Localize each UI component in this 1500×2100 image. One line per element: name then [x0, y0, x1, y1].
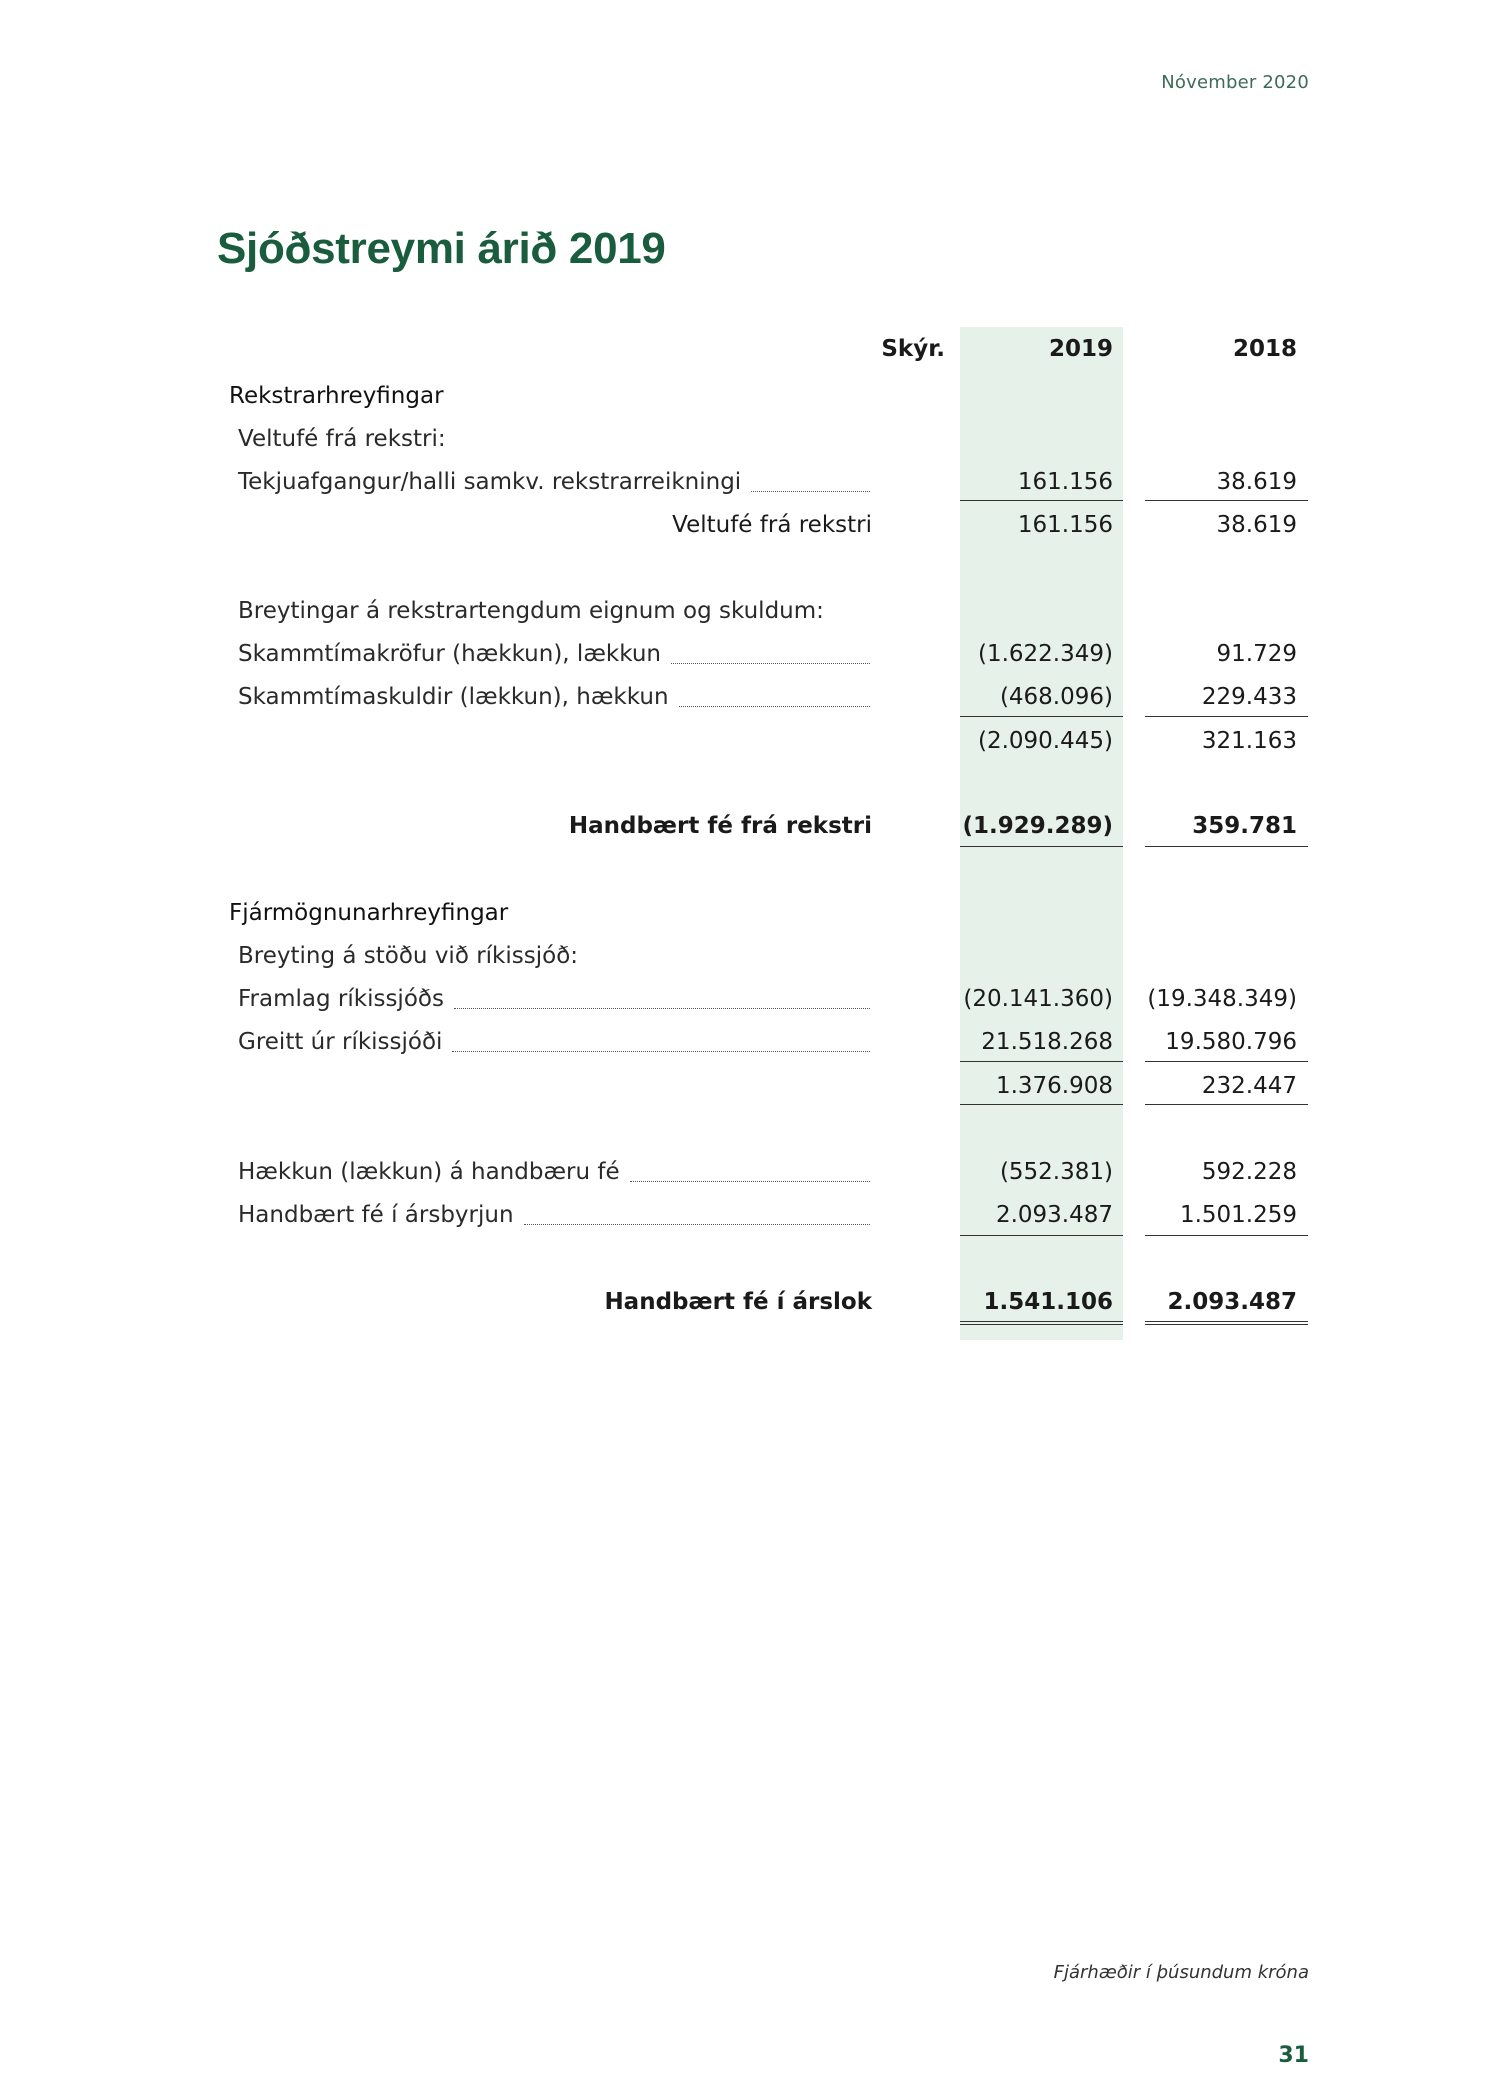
value-2019: (2.090.445) — [977, 728, 1113, 754]
value-2019: (20.141.360) — [963, 986, 1113, 1012]
page-title: Sjóðstreymi árið 2019 — [217, 224, 666, 273]
rule-2019 — [960, 846, 1123, 847]
value-2018: (19.348.349) — [1147, 986, 1297, 1012]
value-2019: (1.929.289) — [962, 813, 1113, 839]
rule-2018 — [1145, 716, 1308, 717]
row-breytingar-heading — [0, 590, 1500, 633]
double-rule-2019 — [960, 1321, 1123, 1325]
rule-2018 — [1145, 846, 1308, 847]
row-label: Tekjuafgangur/halli samkv. rekstrarreikningi — [238, 469, 742, 495]
value-2018: 1.501.259 — [1179, 1202, 1297, 1228]
value-2018: 359.781 — [1192, 813, 1297, 839]
row-arsbyrjun — [0, 1194, 1500, 1237]
section-rekstrarhreyfingar — [0, 375, 1500, 418]
row-framlag — [0, 978, 1500, 1021]
value-2019: (1.622.349) — [977, 641, 1113, 667]
value-2019: 1.541.106 — [983, 1289, 1113, 1315]
row-tekjuafgangur — [0, 461, 1500, 504]
leader-dots — [452, 1051, 870, 1052]
rule-2018 — [1145, 500, 1308, 501]
value-2018: 592.228 — [1201, 1159, 1297, 1185]
section-fjarmognunarhreyfingar — [0, 892, 1500, 935]
row-label: Handbært fé í árslok — [604, 1289, 872, 1315]
leader-dots — [454, 1008, 870, 1009]
value-2018: 232.447 — [1201, 1073, 1297, 1099]
report-date: Nóvember 2020 — [1161, 72, 1309, 93]
col-header-2018: 2018 — [1232, 336, 1297, 362]
value-2019: (468.096) — [999, 684, 1113, 710]
row-haekkun — [0, 1151, 1500, 1194]
rule-2018 — [1145, 1104, 1308, 1105]
row-veltufe-total — [0, 504, 1500, 547]
section-label: Rekstrarhreyfingar — [229, 383, 444, 409]
row-label: Veltufé frá rekstri: — [238, 426, 446, 452]
row-handbaert-fe-fra-rekstri — [0, 805, 1500, 848]
value-2019: (552.381) — [999, 1159, 1113, 1185]
value-2018: 91.729 — [1216, 641, 1297, 667]
rule-2019 — [960, 716, 1123, 717]
row-skammtimaskuldir — [0, 676, 1500, 719]
rule-2019 — [960, 1061, 1123, 1062]
rule-2019 — [960, 1104, 1123, 1105]
row-rikissjodur-heading — [0, 935, 1500, 978]
value-2018: 38.619 — [1216, 512, 1297, 538]
row-rikissjodur-total — [0, 1065, 1500, 1108]
rule-2018 — [1145, 1235, 1308, 1236]
row-label: Hækkun (lækkun) á handbæru fé — [238, 1159, 620, 1185]
double-rule-2018 — [1145, 1321, 1308, 1325]
rule-2018 — [1145, 1061, 1308, 1062]
row-label: Handbært fé í ársbyrjun — [238, 1202, 514, 1228]
value-2019: 21.518.268 — [981, 1029, 1113, 1055]
value-2018: 229.433 — [1201, 684, 1297, 710]
page-number: 31 — [1278, 2043, 1309, 2068]
row-label: Greitt úr ríkissjóði — [238, 1029, 443, 1055]
value-2019: 1.376.908 — [995, 1073, 1113, 1099]
value-2019: 161.156 — [1017, 469, 1113, 495]
col-header-note: Skýr. — [881, 336, 945, 362]
leader-dots — [671, 663, 870, 664]
leader-dots — [751, 491, 870, 492]
value-2019: 161.156 — [1017, 512, 1113, 538]
row-label: Breyting á stöðu við ríkissjóð: — [238, 943, 579, 969]
amount-footnote: Fjárhæðir í þúsundum króna — [1053, 1962, 1309, 1983]
value-2018: 19.580.796 — [1165, 1029, 1297, 1055]
leader-dots — [679, 706, 870, 707]
row-greitt — [0, 1021, 1500, 1064]
section-label: Fjármögnunarhreyfingar — [229, 900, 509, 926]
row-veltufe-heading — [0, 418, 1500, 461]
leader-dots — [524, 1224, 870, 1225]
row-skammtimakrofur — [0, 633, 1500, 676]
value-2019: 2.093.487 — [995, 1202, 1113, 1228]
row-arslok — [0, 1281, 1500, 1324]
leader-dots — [630, 1181, 870, 1182]
row-label: Handbært fé frá rekstri — [568, 813, 872, 839]
value-2018: 321.163 — [1201, 728, 1297, 754]
row-label: Skammtímakröfur (hækkun), lækkun — [238, 641, 661, 667]
row-label: Veltufé frá rekstri — [672, 512, 872, 538]
col-header-2019: 2019 — [1048, 336, 1113, 362]
value-2018: 38.619 — [1216, 469, 1297, 495]
row-breytingar-total — [0, 720, 1500, 763]
rule-2019 — [960, 500, 1123, 501]
row-label: Skammtímaskuldir (lækkun), hækkun — [238, 684, 669, 710]
value-2018: 2.093.487 — [1167, 1289, 1297, 1315]
row-label: Framlag ríkissjóðs — [238, 986, 444, 1012]
rule-2019 — [960, 1235, 1123, 1236]
row-label: Breytingar á rekstrartengdum eignum og skuldum: — [238, 598, 824, 624]
